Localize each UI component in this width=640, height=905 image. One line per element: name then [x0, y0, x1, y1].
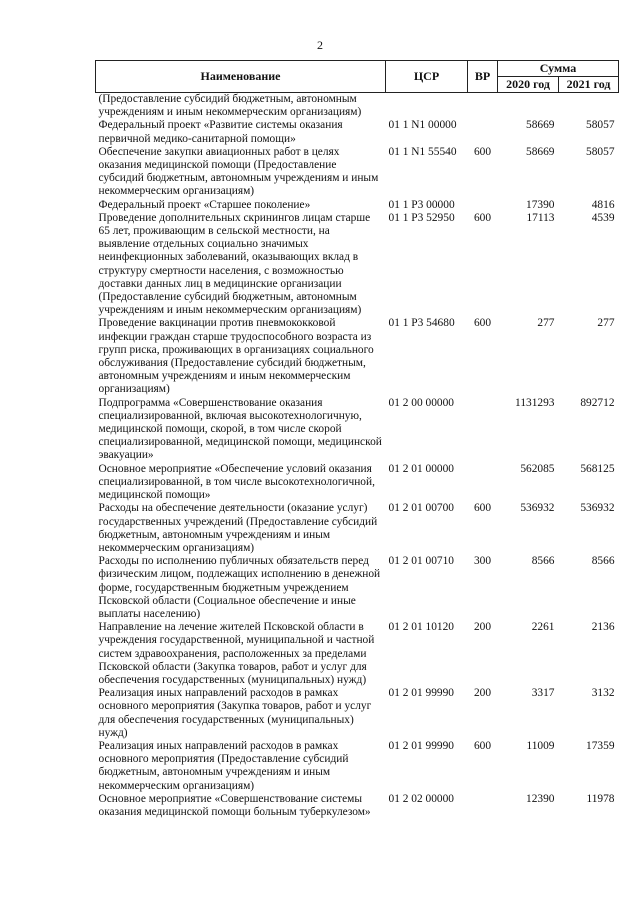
- header-vr: ВР: [468, 61, 498, 93]
- row-sum-2020: [498, 93, 559, 120]
- row-name: (Предоставление субсидий бюджетным, автономным учреждениям и иным некоммерческим организациям): [98, 93, 362, 119]
- row-vr: 600: [473, 145, 492, 158]
- table-row: [96, 212, 619, 318]
- row-csr: 01 2 01 00000: [388, 462, 454, 475]
- row-vr: 200: [473, 621, 492, 634]
- row-sum-2021: 8566: [591, 555, 615, 568]
- row-vr: 200: [473, 687, 492, 700]
- row-csr: 01 2 02 00000: [388, 792, 454, 805]
- header-sum: Сумма: [498, 61, 619, 77]
- row-vr: 600: [473, 502, 492, 515]
- row-csr: 01 1 P3 54680: [388, 317, 455, 330]
- table-row: [96, 317, 619, 396]
- header-csr: ЦСР: [386, 61, 468, 93]
- row-name: Реализация иных направлений расходов в рамках основного мероприятия (Закупка товаров, работ и услуг для обеспечения государственных (муниципальных) нужд): [98, 687, 372, 739]
- row-sum-2021: 892712: [580, 396, 615, 409]
- row-vr: 600: [473, 739, 492, 752]
- row-name: Проведение вакцинации против пневмококковой инфекции граждан старше трудоспособного возраста из групп риска, проживающих в организациях социального обслуживания (Предоставление субсидий бюджетным, автономным учреждениям и иным некоммерческим организациям): [98, 317, 374, 396]
- row-sum-2020: 1131293: [515, 396, 555, 409]
- table-row: [96, 687, 619, 740]
- row-sum-2020: 58669: [526, 119, 555, 132]
- row-csr: 01 1 P3 52950: [388, 211, 455, 224]
- header-name: Наименование: [96, 61, 386, 93]
- row-sum-2020: 2261: [531, 621, 555, 634]
- row-sum-2020: 58669: [526, 145, 555, 158]
- table-row: [96, 119, 619, 145]
- row-sum-2021: 58057: [586, 119, 615, 132]
- row-vr: [468, 463, 498, 503]
- table-row: [96, 555, 619, 621]
- row-sum-2020: 12390: [526, 792, 555, 805]
- row-sum-2020: 536932: [520, 502, 555, 515]
- row-name: Основное мероприятие «Совершенствование системы оказания медицинской помощи больным туберкулезом»: [98, 792, 371, 818]
- row-name: Расходы на обеспечение деятельности (оказание услуг) государственных учреждений (Предоставление субсидий бюджетным, автономным учреждениям и иным некоммерческим организациям): [98, 502, 378, 554]
- row-name: Реализация иных направлений расходов в рамках основного мероприятия (Предоставление субсидий бюджетным, автономным учреждениям и иным некоммерческим организациям): [98, 739, 349, 792]
- row-sum-2020: 277: [537, 317, 555, 330]
- row-sum-2020: 8566: [531, 555, 555, 568]
- row-vr: 600: [473, 317, 492, 330]
- row-sum-2021: 3132: [591, 687, 615, 700]
- row-csr: 01 1 P3 00000: [388, 198, 455, 211]
- table-row: [96, 199, 619, 212]
- row-sum-2021: 568125: [580, 462, 615, 475]
- row-name: Подпрограмма «Совершенствование оказания специализированной, включая высокотехнологичную, медицинской помощи, скорой, в том числе скорой специализированной, медицинской помощи, медицинской эвакуации»: [98, 396, 382, 462]
- table-row: [96, 397, 619, 463]
- row-sum-2020: 17390: [526, 198, 555, 211]
- row-vr: [468, 397, 498, 463]
- table-row: [96, 621, 619, 687]
- row-csr: 01 2 01 99990: [388, 687, 454, 700]
- budget-table: [95, 60, 619, 819]
- row-vr: 600: [473, 211, 492, 224]
- table-row: [96, 740, 619, 793]
- row-sum-2020: 562085: [520, 462, 555, 475]
- row-sum-2021: 58057: [586, 145, 615, 158]
- row-csr: 01 2 01 99990: [388, 739, 454, 752]
- row-vr: [468, 199, 498, 212]
- row-csr: 01 2 01 10120: [388, 621, 454, 634]
- row-sum-2021: 536932: [580, 502, 615, 515]
- row-sum-2021: [559, 93, 619, 120]
- row-name: Расходы по исполнению публичных обязательств перед физическим лицом, подлежащих исполнению в денежной форме, государственным бюджетным учреждением Псковской области (Социальное обеспечение и иные выплаты населению): [98, 555, 381, 620]
- row-name: Основное мероприятие «Обеспечение условий оказания специализированной, в том числе высокотехнологичной, медицинской помощи»: [98, 462, 375, 502]
- row-sum-2021: 17359: [586, 739, 615, 752]
- row-name: Проведение дополнительных скринингов лицам старше 65 лет, проживающим в сельской местности, на выявление отдельных социально значимых неинфекционных заболеваний, оказывающих вклад в структуру смертности населения, с возможностью доставки данных лиц в медицинские организации (Предоставление субсидий бюджетным, автономным учреждениям и иным некоммерческим организациям): [98, 211, 371, 317]
- row-name: Федеральный проект «Развитие системы оказания первичной медико-санитарной помощи»: [98, 119, 343, 145]
- table-body: [96, 93, 619, 820]
- row-sum-2020: 11009: [526, 739, 555, 752]
- row-csr: 01 2 00 00000: [388, 396, 454, 409]
- header-2021: 2021 год: [559, 77, 619, 93]
- table-row: [96, 93, 619, 120]
- row-name: Федеральный проект «Старшее поколение»: [98, 198, 311, 211]
- row-csr: [386, 93, 468, 120]
- row-csr: 01 2 01 00710: [388, 555, 454, 568]
- row-csr: 01 2 01 00700: [388, 502, 454, 515]
- row-vr: [468, 793, 498, 819]
- row-sum-2021: 2136: [591, 621, 615, 634]
- row-sum-2021: 11978: [586, 792, 615, 805]
- row-csr: 01 1 N1 00000: [388, 119, 457, 132]
- table-row: [96, 146, 619, 199]
- row-vr: [468, 119, 498, 145]
- row-sum-2021: 277: [597, 317, 615, 330]
- table-header: [96, 61, 619, 93]
- page-number: 2: [317, 38, 323, 52]
- row-name: Обеспечение закупки авиационных работ в целях оказания медицинской помощи (Предоставление субсидий бюджетным, автономным учреждениям и иным некоммерческим организациям): [98, 145, 379, 198]
- row-sum-2021: 4539: [591, 211, 615, 224]
- table-row: [96, 463, 619, 503]
- row-vr: 300: [473, 555, 492, 568]
- row-name: Направление на лечение жителей Псковской области в учреждения государственной, муниципальной и частной систем здравоохранения, расположенных за пределами Псковской области (Закупка товаров, работ и услуг для обеспечения государственных (муниципальных) нужд): [98, 621, 375, 686]
- table-row: [96, 793, 619, 819]
- row-sum-2020: 3317: [531, 687, 555, 700]
- row-vr: [468, 93, 498, 120]
- row-csr: 01 1 N1 55540: [388, 145, 457, 158]
- header-2020: 2020 год: [498, 77, 559, 93]
- row-sum-2021: 4816: [591, 198, 615, 211]
- row-sum-2020: 17113: [526, 211, 555, 224]
- table-row: [96, 502, 619, 555]
